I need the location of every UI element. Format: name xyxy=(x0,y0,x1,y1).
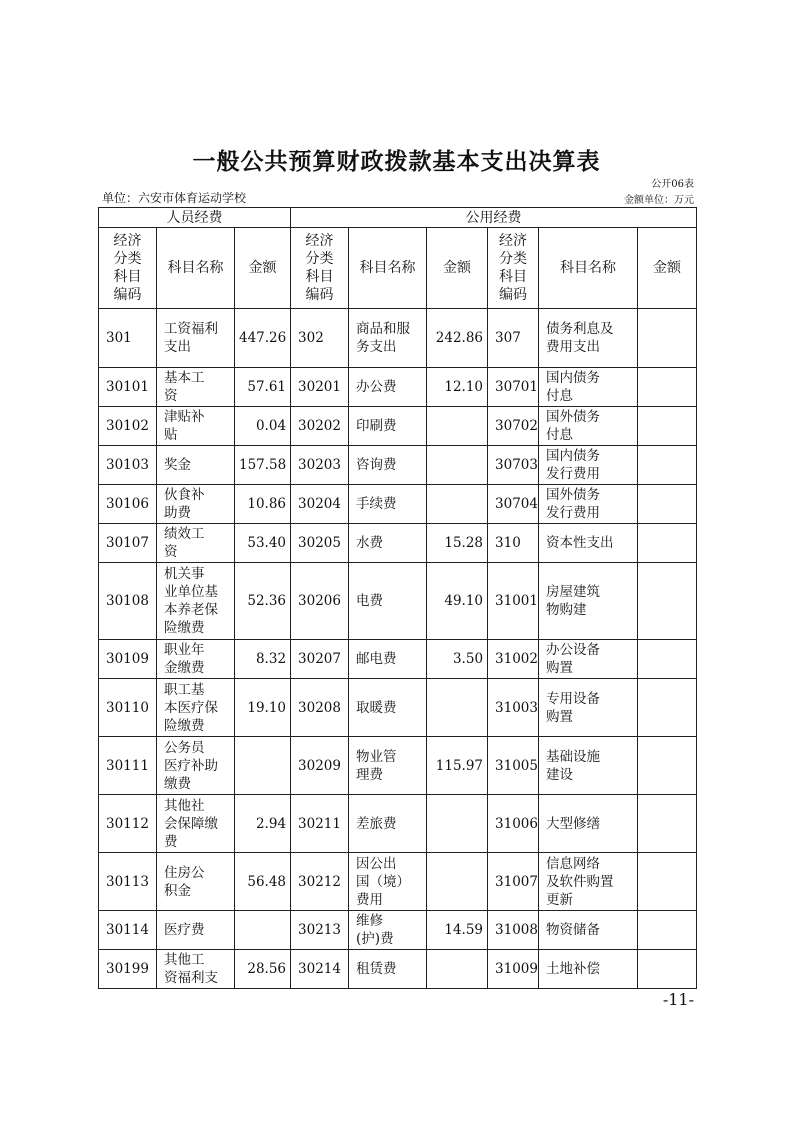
cell-amount xyxy=(427,853,488,911)
cell-name: 其他社 会保障缴 费 xyxy=(157,795,235,853)
table-row xyxy=(99,795,697,853)
cell-name: 国外债务 付息 xyxy=(539,407,638,446)
table-row xyxy=(99,309,697,368)
cell-name: 信息网络 及软件购置 更新 xyxy=(539,853,638,911)
cell-name: 物业管 理费 xyxy=(349,737,427,795)
cell-amount: 3.50 xyxy=(427,640,488,679)
col-header-amount: 金额 xyxy=(427,228,488,309)
cell-amount: 28.56 xyxy=(235,950,291,989)
table-row xyxy=(99,407,697,446)
cell-code: 30207 xyxy=(291,640,349,679)
cell-name: 办公设备 购置 xyxy=(539,640,638,679)
cell-name: 职业年 金缴费 xyxy=(157,640,235,679)
page-title: 一般公共预算财政拨款基本支出决算表 xyxy=(192,149,601,175)
cell-name: 土地补偿 xyxy=(539,950,638,989)
page-number: -11- xyxy=(662,990,694,1009)
cell-amount xyxy=(427,446,488,485)
cell-amount xyxy=(638,640,697,679)
cell-amount xyxy=(638,524,697,563)
col-header-amount: 金额 xyxy=(235,228,291,309)
cell-amount: 53.40 xyxy=(235,524,291,563)
cell-amount xyxy=(638,485,697,524)
unit-label: 单位：六安市体育运动学校 xyxy=(102,191,247,205)
cell-code: 30205 xyxy=(291,524,349,563)
col-header-name: 科目名称 xyxy=(349,228,427,309)
cell-code: 30103 xyxy=(99,446,157,485)
cell-amount: 57.61 xyxy=(235,368,291,407)
cell-name: 物资储备 xyxy=(539,911,638,950)
cell-code: 301 xyxy=(99,309,157,368)
table-row xyxy=(99,853,697,911)
cell-code: 30704 xyxy=(488,485,539,524)
cell-code: 30114 xyxy=(99,911,157,950)
cell-name: 其他工 资福利支 xyxy=(157,950,235,989)
cell-amount xyxy=(235,737,291,795)
cell-amount xyxy=(638,911,697,950)
cell-code: 31006 xyxy=(488,795,539,853)
cell-amount xyxy=(638,679,697,737)
cell-code: 30102 xyxy=(99,407,157,446)
cell-amount: 56.48 xyxy=(235,853,291,911)
cell-amount: 19.10 xyxy=(235,679,291,737)
cell-name: 基本工 资 xyxy=(157,368,235,407)
cell-code: 31001 xyxy=(488,563,539,640)
cell-code: 31003 xyxy=(488,679,539,737)
cell-amount: 12.10 xyxy=(427,368,488,407)
cell-name: 国外债务 发行费用 xyxy=(539,485,638,524)
cell-amount: 15.28 xyxy=(427,524,488,563)
cell-amount xyxy=(638,407,697,446)
cell-name: 手续费 xyxy=(349,485,427,524)
cell-code: 30213 xyxy=(291,911,349,950)
cell-amount xyxy=(427,407,488,446)
cell-name: 水费 xyxy=(349,524,427,563)
table-row xyxy=(99,950,697,989)
cell-code: 30111 xyxy=(99,737,157,795)
cell-code: 30209 xyxy=(291,737,349,795)
cell-code: 30113 xyxy=(99,853,157,911)
cell-amount: 2.94 xyxy=(235,795,291,853)
form-code: 公开06表 xyxy=(651,179,694,190)
cell-amount: 115.97 xyxy=(427,737,488,795)
cell-code: 31008 xyxy=(488,911,539,950)
cell-amount: 52.36 xyxy=(235,563,291,640)
col-header-name: 科目名称 xyxy=(157,228,235,309)
cell-amount xyxy=(427,485,488,524)
cell-name: 资本性支出 xyxy=(539,524,638,563)
header-personnel: 人员经费 xyxy=(99,208,291,228)
cell-name: 住房公 积金 xyxy=(157,853,235,911)
cell-name: 专用设备 购置 xyxy=(539,679,638,737)
table-row xyxy=(99,446,697,485)
cell-code: 30214 xyxy=(291,950,349,989)
cell-code: 30112 xyxy=(99,795,157,853)
cell-name: 伙食补 助费 xyxy=(157,485,235,524)
cell-name: 差旅费 xyxy=(349,795,427,853)
table-row xyxy=(99,737,697,795)
cell-name: 房屋建筑 物购建 xyxy=(539,563,638,640)
cell-amount: 8.32 xyxy=(235,640,291,679)
cell-code: 30701 xyxy=(488,368,539,407)
table-row xyxy=(99,911,697,950)
cell-code: 30110 xyxy=(99,679,157,737)
cell-amount xyxy=(638,446,697,485)
cell-code: 30106 xyxy=(99,485,157,524)
table-row xyxy=(99,640,697,679)
cell-name: 国内债务 发行费用 xyxy=(539,446,638,485)
cell-code: 30108 xyxy=(99,563,157,640)
cell-name: 债务利息及 费用支出 xyxy=(539,309,638,368)
cell-name: 取暖费 xyxy=(349,679,427,737)
cell-code: 307 xyxy=(488,309,539,368)
cell-name: 印刷费 xyxy=(349,407,427,446)
cell-amount: 10.86 xyxy=(235,485,291,524)
cell-amount: 242.86 xyxy=(427,309,488,368)
cell-name: 公务员 医疗补助 缴费 xyxy=(157,737,235,795)
cell-name: 租赁费 xyxy=(349,950,427,989)
cell-amount xyxy=(427,950,488,989)
cell-name: 工资福利 支出 xyxy=(157,309,235,368)
cell-name: 咨询费 xyxy=(349,446,427,485)
header-public: 公用经费 xyxy=(291,208,697,228)
column-header-row xyxy=(99,228,697,309)
cell-code: 30702 xyxy=(488,407,539,446)
table-row xyxy=(99,679,697,737)
cell-amount xyxy=(638,950,697,989)
col-header-code: 经济 分类 科目 编码 xyxy=(99,228,157,309)
cell-amount xyxy=(638,309,697,368)
cell-name: 基础设施 建设 xyxy=(539,737,638,795)
cell-code: 30107 xyxy=(99,524,157,563)
cell-code: 31005 xyxy=(488,737,539,795)
cell-name: 邮电费 xyxy=(349,640,427,679)
col-header-name: 科目名称 xyxy=(539,228,638,309)
cell-amount: 447.26 xyxy=(235,309,291,368)
cell-name: 津贴补 贴 xyxy=(157,407,235,446)
cell-amount xyxy=(235,911,291,950)
cell-code: 30199 xyxy=(99,950,157,989)
cell-name: 医疗费 xyxy=(157,911,235,950)
currency-label: 金额单位：万元 xyxy=(624,195,694,206)
col-header-amount: 金额 xyxy=(638,228,697,309)
cell-name: 维修 (护)费 xyxy=(349,911,427,950)
cell-code: 310 xyxy=(488,524,539,563)
cell-name: 国内债务 付息 xyxy=(539,368,638,407)
cell-code: 30203 xyxy=(291,446,349,485)
cell-code: 302 xyxy=(291,309,349,368)
table-row xyxy=(99,368,697,407)
cell-code: 31007 xyxy=(488,853,539,911)
cell-code: 30204 xyxy=(291,485,349,524)
cell-code: 30703 xyxy=(488,446,539,485)
cell-code: 30208 xyxy=(291,679,349,737)
cell-code: 30212 xyxy=(291,853,349,911)
table-row xyxy=(99,485,697,524)
cell-name: 绩效工 资 xyxy=(157,524,235,563)
cell-name: 机关事 业单位基 本养老保 险缴费 xyxy=(157,563,235,640)
cell-name: 职工基 本医疗保 险缴费 xyxy=(157,679,235,737)
cell-amount xyxy=(638,737,697,795)
cell-name: 商品和服 务支出 xyxy=(349,309,427,368)
cell-name: 因公出 国（境） 费用 xyxy=(349,853,427,911)
cell-name: 大型修缮 xyxy=(539,795,638,853)
cell-amount: 49.10 xyxy=(427,563,488,640)
cell-name: 办公费 xyxy=(349,368,427,407)
cell-amount xyxy=(638,368,697,407)
cell-code: 30201 xyxy=(291,368,349,407)
cell-code: 30206 xyxy=(291,563,349,640)
cell-amount xyxy=(638,853,697,911)
cell-amount xyxy=(427,679,488,737)
cell-code: 30109 xyxy=(99,640,157,679)
cell-amount: 14.59 xyxy=(427,911,488,950)
col-header-code: 经济 分类 科目 编码 xyxy=(488,228,539,309)
cell-amount xyxy=(427,795,488,853)
col-header-code: 经济 分类 科目 编码 xyxy=(291,228,349,309)
cell-code: 31009 xyxy=(488,950,539,989)
table-row xyxy=(99,563,697,640)
cell-amount: 0.04 xyxy=(235,407,291,446)
cell-amount: 157.58 xyxy=(235,446,291,485)
cell-name: 奖金 xyxy=(157,446,235,485)
expenditure-table xyxy=(98,207,697,989)
cell-name: 电费 xyxy=(349,563,427,640)
cell-code: 31002 xyxy=(488,640,539,679)
cell-code: 30211 xyxy=(291,795,349,853)
table-row xyxy=(99,524,697,563)
cell-code: 30202 xyxy=(291,407,349,446)
cell-amount xyxy=(638,563,697,640)
cell-code: 30101 xyxy=(99,368,157,407)
cell-amount xyxy=(638,795,697,853)
